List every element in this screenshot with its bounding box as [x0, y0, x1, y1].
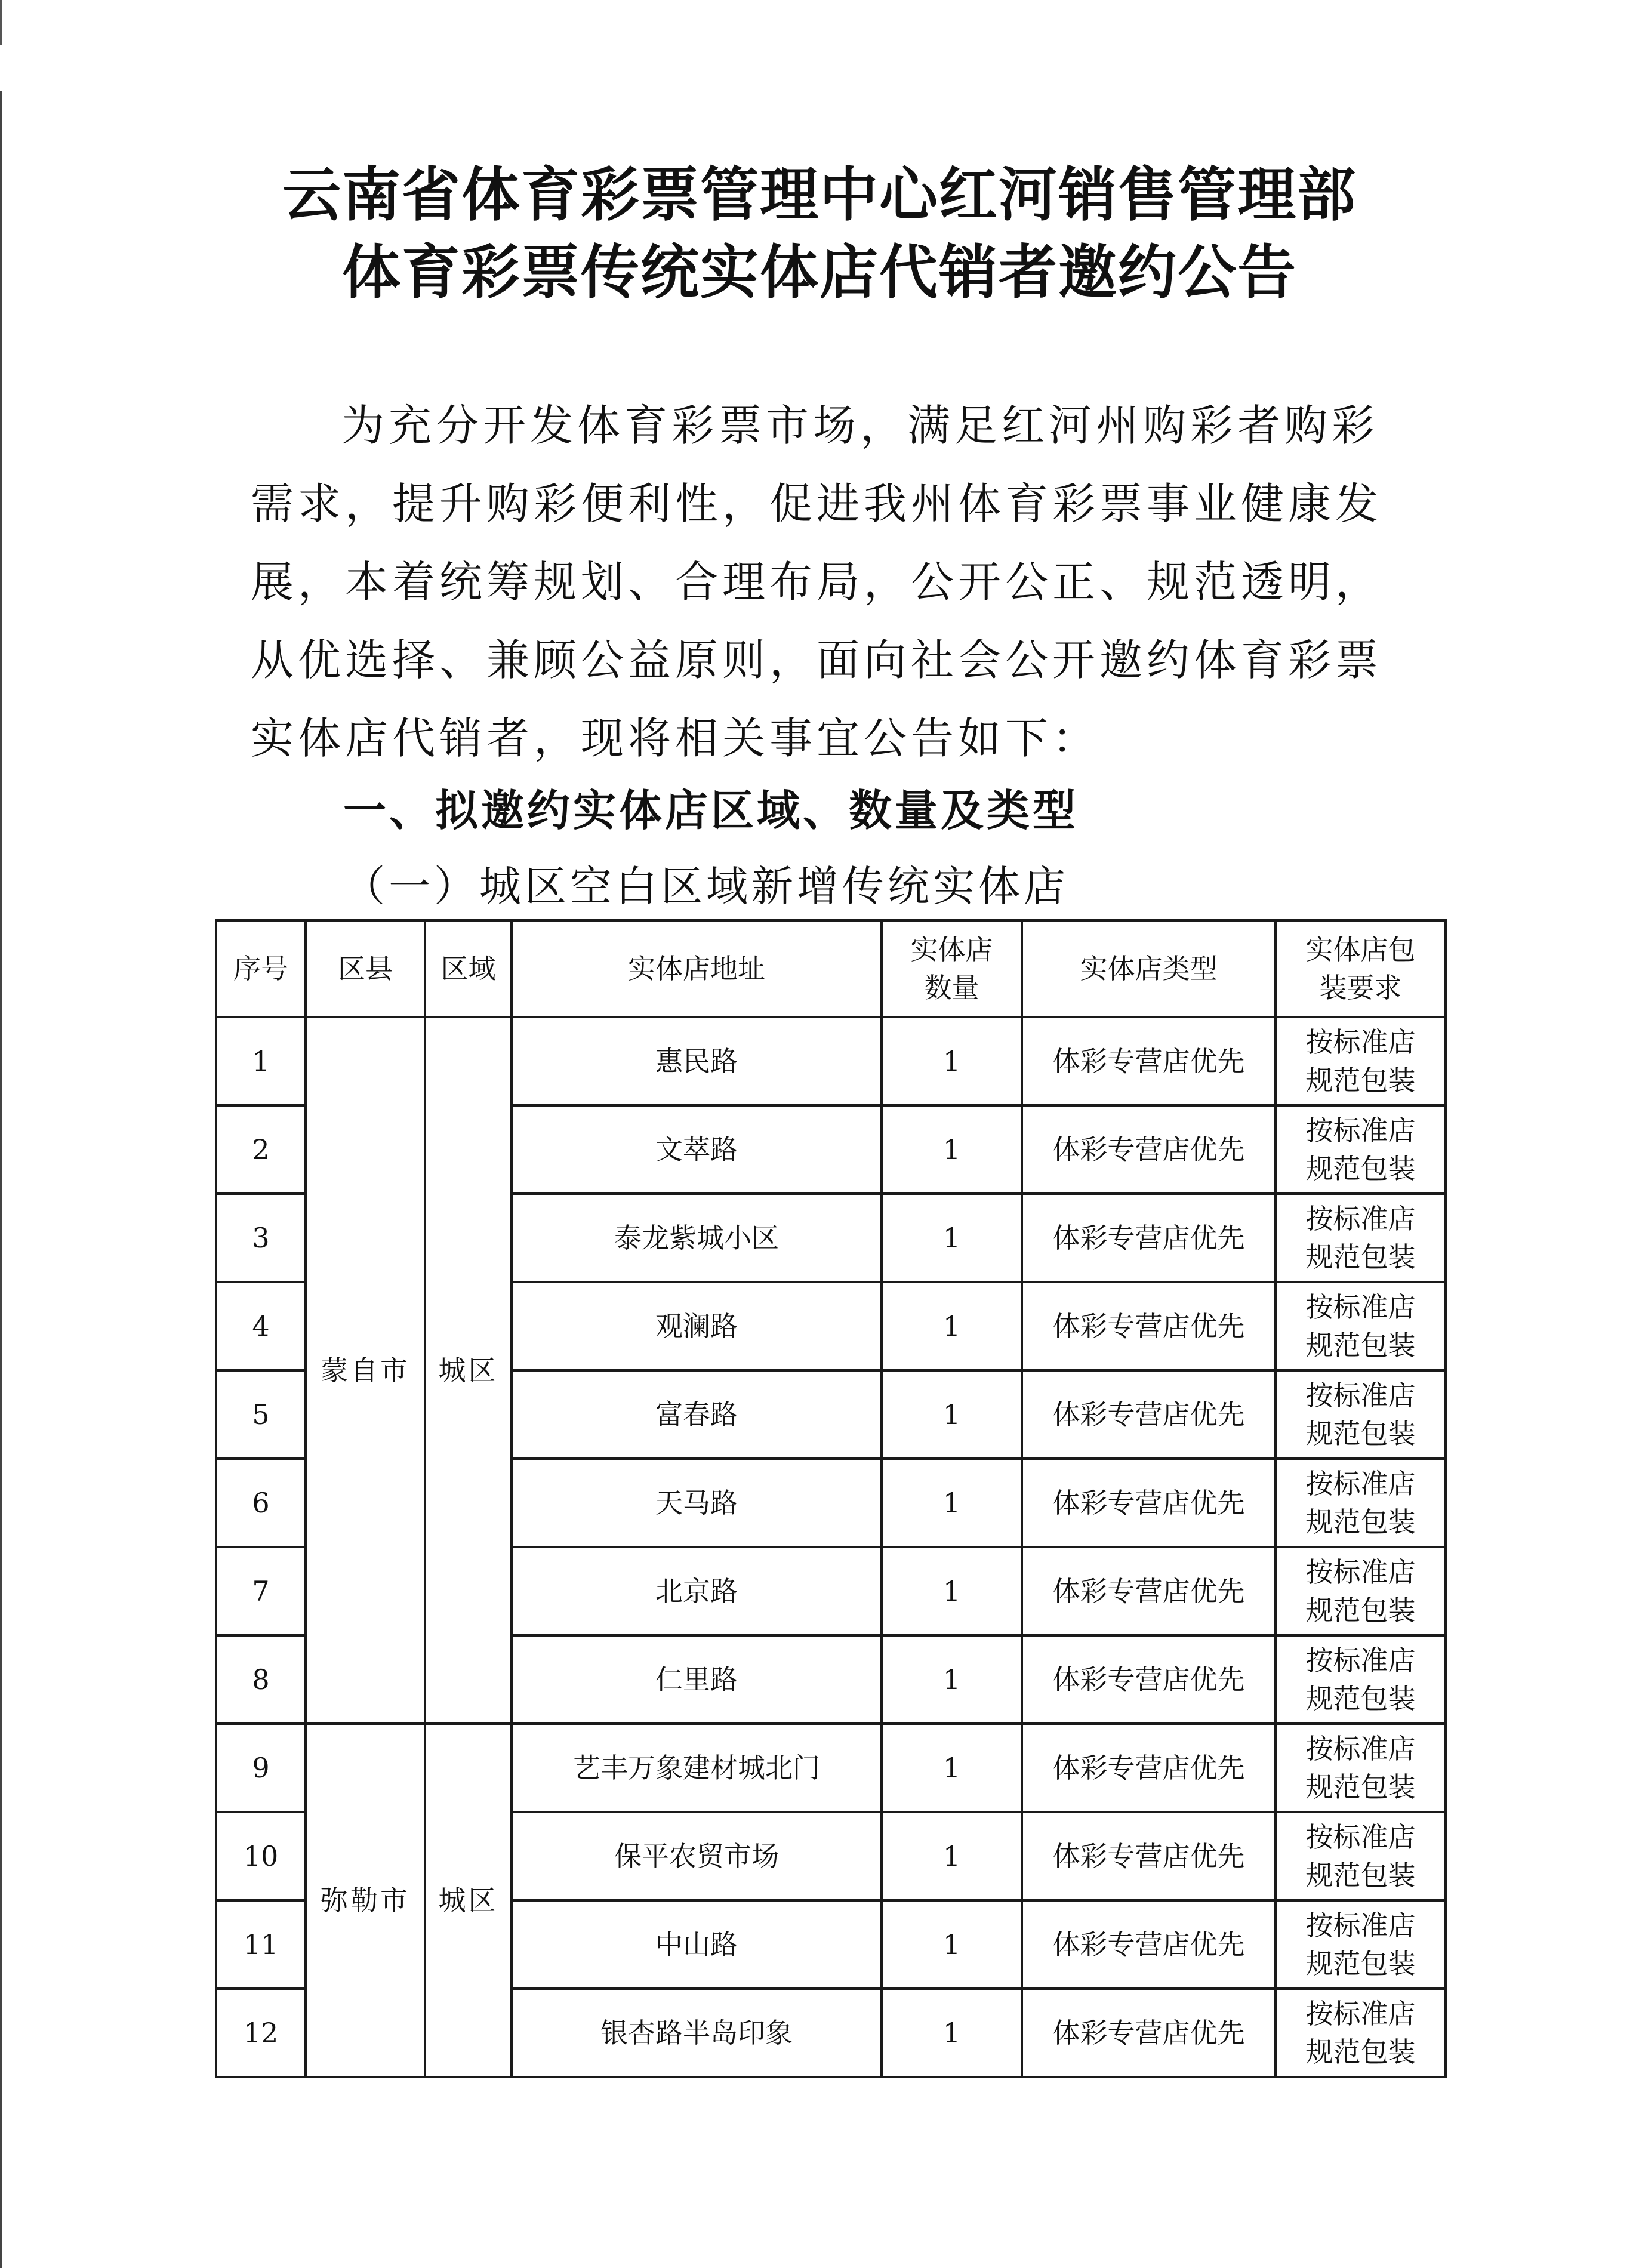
packaging-line1: 按标准店	[1305, 1379, 1416, 1412]
cell-index: 12	[216, 1989, 306, 2077]
cell-type: 体彩专营店优先	[1022, 1105, 1276, 1194]
packaging-line1: 按标准店	[1305, 1821, 1416, 1853]
cell-quantity: 1	[882, 1282, 1022, 1370]
header-address: 实体店地址	[512, 920, 882, 1017]
packaging-line2: 规范包装	[1305, 1241, 1416, 1273]
header-index: 序号	[216, 920, 306, 1017]
cell-type: 体彩专营店优先	[1022, 1459, 1276, 1547]
packaging-line2: 规范包装	[1305, 1947, 1416, 1980]
packaging-line2: 规范包装	[1305, 1771, 1416, 1803]
cell-packaging	[1276, 1105, 1446, 1194]
packaging-line2: 规范包装	[1305, 1859, 1416, 1891]
cell-type: 体彩专营店优先	[1022, 1370, 1276, 1459]
header-quantity-line1: 实体店	[910, 933, 993, 966]
packaging-line2: 规范包装	[1305, 2036, 1416, 2068]
cell-address: 惠民路	[512, 1017, 882, 1105]
header-packaging-line2: 装要求	[1319, 972, 1402, 1004]
packaging-line1: 按标准店	[1305, 1733, 1416, 1765]
packaging-line2: 规范包装	[1305, 1506, 1416, 1538]
cell-index: 3	[216, 1194, 306, 1282]
cell-type: 体彩专营店优先	[1022, 1282, 1276, 1370]
packaging-line2: 规范包装	[1305, 1417, 1416, 1450]
cell-address: 泰龙紫城小区	[512, 1194, 882, 1282]
cell-packaging	[1276, 1724, 1446, 1812]
cell-packaging	[1276, 1282, 1446, 1370]
cell-quantity: 1	[882, 1105, 1022, 1194]
header-packaging-line1: 实体店包	[1305, 933, 1416, 966]
cell-index: 2	[216, 1105, 306, 1194]
cell-area: 城区	[425, 1017, 512, 1724]
table-row	[216, 1724, 1446, 1812]
cell-quantity: 1	[882, 1635, 1022, 1724]
packaging-line2: 规范包装	[1305, 1064, 1416, 1096]
table-row	[216, 1017, 1446, 1105]
cell-quantity: 1	[882, 1017, 1022, 1105]
packaging-line2: 规范包装	[1305, 1682, 1416, 1715]
cell-index: 1	[216, 1017, 306, 1105]
cell-quantity: 1	[882, 1812, 1022, 1900]
document-title-line-2: 体育彩票传统实体店代销者邀约公告	[341, 239, 1297, 307]
section-heading: 一、拟邀约实体店区域、数量及类型	[343, 785, 1079, 836]
cell-address: 观澜路	[512, 1282, 882, 1370]
cell-index: 9	[216, 1724, 306, 1812]
header-quantity-line2: 数量	[924, 972, 979, 1004]
cell-index: 7	[216, 1547, 306, 1635]
cell-index: 6	[216, 1459, 306, 1547]
packaging-line1: 按标准店	[1305, 1468, 1416, 1500]
document-title-line-1: 云南省体育彩票管理中心红河销售管理部	[282, 161, 1357, 229]
cell-address: 天马路	[512, 1459, 882, 1547]
cell-quantity: 1	[882, 1370, 1022, 1459]
packaging-line1: 按标准店	[1305, 1203, 1416, 1235]
intro-paragraph: 为充分开发体育彩票市场，满足红河州购彩者购彩需求，提升购彩便利性，促进我州体育彩票事业健康发展，本着统筹规划、合理布局，公开公正、规范透明，从优选择、兼顾公益原则，面向社会公开邀约体育彩票实体店代销者，现将相关事宜公告如下：	[251, 400, 1383, 763]
cell-type: 体彩专营店优先	[1022, 1635, 1276, 1724]
subsection-heading: （一）城区空白区域新增传统实体店	[343, 862, 1069, 911]
cell-address: 文萃路	[512, 1105, 882, 1194]
cell-index: 8	[216, 1635, 306, 1724]
cell-address: 艺丰万象建材城北门	[512, 1724, 882, 1812]
header-packaging	[1276, 920, 1446, 1017]
cell-quantity: 1	[882, 1459, 1022, 1547]
cell-type: 体彩专营店优先	[1022, 1017, 1276, 1105]
header-area: 区域	[425, 920, 512, 1017]
cell-packaging	[1276, 1194, 1446, 1282]
scan-edge-line	[0, 0, 2, 2268]
cell-type: 体彩专营店优先	[1022, 1900, 1276, 1989]
cell-packaging	[1276, 1370, 1446, 1459]
cell-address: 银杏路半岛印象	[512, 1989, 882, 2077]
cell-packaging	[1276, 1900, 1446, 1989]
cell-address: 保平农贸市场	[512, 1812, 882, 1900]
cell-packaging	[1276, 1017, 1446, 1105]
packaging-line1: 按标准店	[1305, 1909, 1416, 1942]
cell-packaging	[1276, 1635, 1446, 1724]
cell-type: 体彩专营店优先	[1022, 1989, 1276, 2077]
cell-address: 北京路	[512, 1547, 882, 1635]
cell-address: 仁里路	[512, 1635, 882, 1724]
cell-packaging	[1276, 1989, 1446, 2077]
cell-address: 中山路	[512, 1900, 882, 1989]
header-quantity	[882, 920, 1022, 1017]
cell-index: 5	[216, 1370, 306, 1459]
cell-type: 体彩专营店优先	[1022, 1194, 1276, 1282]
packaging-line1: 按标准店	[1305, 1556, 1416, 1588]
cell-type: 体彩专营店优先	[1022, 1724, 1276, 1812]
table-header-row	[216, 920, 1446, 1017]
cell-county: 蒙自市	[306, 1017, 425, 1724]
cell-packaging	[1276, 1547, 1446, 1635]
cell-area: 城区	[425, 1724, 512, 2077]
cell-index: 4	[216, 1282, 306, 1370]
cell-county: 弥勒市	[306, 1724, 425, 2077]
cell-quantity: 1	[882, 1194, 1022, 1282]
packaging-line1: 按标准店	[1305, 1644, 1416, 1677]
cell-packaging	[1276, 1459, 1446, 1547]
cell-type: 体彩专营店优先	[1022, 1812, 1276, 1900]
packaging-line1: 按标准店	[1305, 1114, 1416, 1147]
cell-index: 11	[216, 1900, 306, 1989]
cell-quantity: 1	[882, 1547, 1022, 1635]
cell-packaging	[1276, 1812, 1446, 1900]
cell-address: 富春路	[512, 1370, 882, 1459]
packaging-line2: 规范包装	[1305, 1329, 1416, 1361]
packaging-line1: 按标准店	[1305, 1291, 1416, 1323]
packaging-line2: 规范包装	[1305, 1153, 1416, 1185]
packaging-line1: 按标准店	[1305, 1026, 1416, 1058]
store-table	[215, 919, 1447, 2078]
cell-quantity: 1	[882, 1900, 1022, 1989]
cell-quantity: 1	[882, 1724, 1022, 1812]
packaging-line2: 规范包装	[1305, 1594, 1416, 1626]
cell-index: 10	[216, 1812, 306, 1900]
cell-type: 体彩专营店优先	[1022, 1547, 1276, 1635]
header-type: 实体店类型	[1022, 920, 1276, 1017]
header-county: 区县	[306, 920, 425, 1017]
packaging-line1: 按标准店	[1305, 1998, 1416, 2030]
cell-quantity: 1	[882, 1989, 1022, 2077]
